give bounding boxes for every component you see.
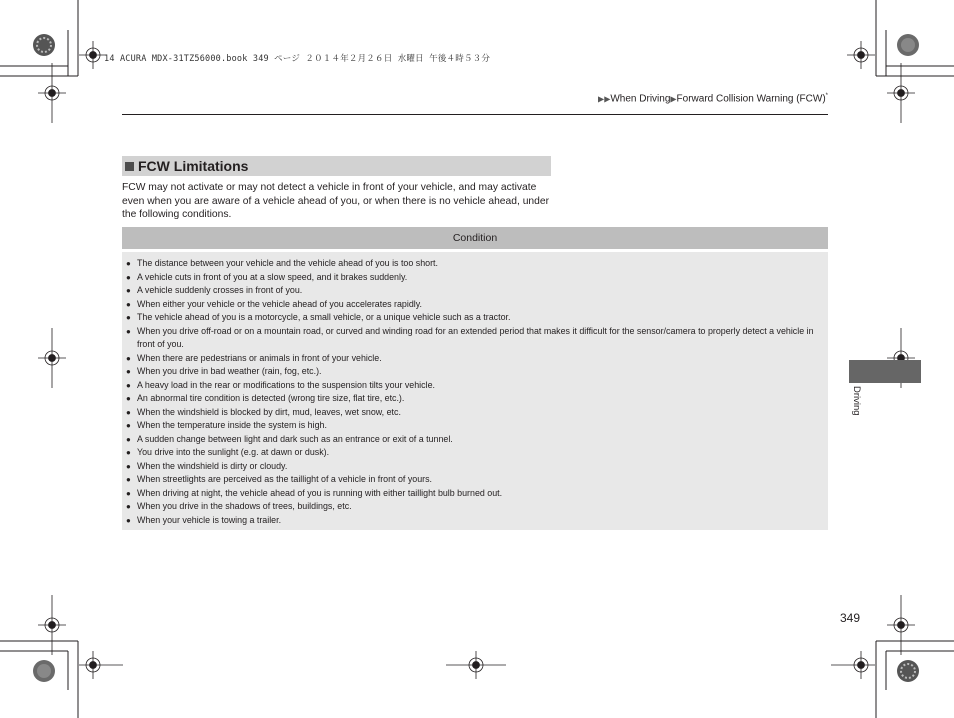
list-item [126, 419, 820, 433]
bullet-icon: ● [126, 475, 131, 484]
list-item [126, 257, 820, 271]
list-item [126, 352, 820, 366]
bullet-icon: ● [126, 421, 131, 430]
list-item [126, 460, 820, 474]
list-item [126, 325, 820, 352]
bullet-icon: ● [126, 367, 131, 376]
list-item-text: An abnormal tire condition is detected (wrong tire size, flat tire, etc.). [137, 393, 405, 403]
bullet-icon: ● [126, 394, 131, 403]
bullet-icon: ● [126, 326, 131, 336]
conditions-table-body [122, 252, 828, 530]
square-bullet-icon [125, 162, 134, 171]
print-header: 14 ACURA MDX-31TZ56000.book 349 ページ ２０１４年２月２６日 水曜日 午後４時５３分 [104, 54, 491, 64]
chapter-label-text: Driving [851, 386, 862, 416]
section-title: FCW Limitations [138, 158, 249, 174]
page-number: 349 [840, 611, 861, 625]
list-item [126, 365, 820, 379]
list-item-text: The vehicle ahead of you is a motorcycle, a small vehicle, or a unique vehicle such as a tractor. [137, 312, 511, 322]
list-item-text: A vehicle cuts in front of you at a slow speed, and it brakes suddenly. [137, 271, 408, 282]
bullet-icon: ● [126, 502, 131, 511]
breadcrumb-part-1: When Driving [610, 93, 671, 105]
list-item [126, 487, 820, 501]
breadcrumb [598, 93, 828, 104]
arrow-icon: ▶ [670, 94, 677, 104]
conditions-list [122, 252, 828, 527]
bullet-icon: ● [126, 299, 131, 309]
list-item-text: A heavy load in the rear or modifications to the suspension tilts your vehicle. [137, 379, 435, 390]
list-item-text: When the temperature inside the system is high. [137, 420, 327, 430]
list-item-text: When you drive in bad weather (rain, fog, etc.). [137, 366, 322, 376]
list-item [126, 298, 820, 312]
table-header [122, 227, 828, 249]
chapter-label [846, 386, 866, 446]
list-item [126, 446, 820, 460]
bullet-icon: ● [126, 286, 131, 295]
bullet-icon: ● [126, 488, 131, 498]
header-rule [122, 114, 828, 115]
intro-paragraph: FCW may not activate or may not detect a vehicle in front of your vehicle, and may activate even when you are aware of a vehicle ahead of you, or when there is no vehicle ahead, under the following conditions. [122, 182, 550, 220]
list-item-text: When the windshield is dirty or cloudy. [137, 460, 288, 471]
list-item [126, 392, 820, 406]
list-item-text: When you drive off-road or on a mountain road, or curved and winding road for an extended period that makes it difficult for the sensor/camera to properly detect a vehicle in front of you. [137, 325, 814, 349]
list-item-text: You drive into the sunlight (e.g. at dawn or dusk). [137, 447, 330, 457]
list-item [126, 379, 820, 393]
double-arrow-icon: ▶▶ [598, 94, 611, 104]
bullet-icon: ● [126, 461, 131, 471]
bullet-icon: ● [126, 448, 131, 457]
bullet-icon: ● [126, 353, 131, 363]
table-header-label: Condition [452, 232, 498, 244]
bullet-icon: ● [126, 407, 131, 417]
bullet-icon: ● [126, 272, 131, 282]
breadcrumb-part-2: Forward Collision Warning (FCW) [676, 93, 826, 105]
bullet-icon: ● [126, 434, 131, 444]
list-item-text: When either your vehicle or the vehicle ahead of you accelerates rapidly. [137, 298, 422, 309]
list-item [126, 433, 820, 447]
bullet-icon: ● [126, 515, 131, 525]
list-item [126, 406, 820, 420]
list-item [126, 271, 820, 285]
bullet-icon: ● [126, 380, 131, 390]
list-item-text: The distance between your vehicle and the vehicle ahead of you is too short. [137, 258, 438, 268]
bullet-icon: ● [126, 259, 131, 268]
list-item-text: When there are pedestrians or animals in front of your vehicle. [137, 352, 382, 363]
list-item [126, 284, 820, 298]
list-item [126, 514, 820, 528]
list-item-text: When you drive in the shadows of trees, buildings, etc. [137, 501, 352, 511]
list-item-text: When your vehicle is towing a trailer. [137, 514, 282, 525]
list-item [126, 500, 820, 514]
list-item-text: When driving at night, the vehicle ahead of you is running with either taillight bulb burned out. [137, 487, 503, 498]
list-item [126, 473, 820, 487]
list-item-text: A vehicle suddenly crosses in front of you. [137, 285, 303, 295]
list-item-text: When the windshield is blocked by dirt, mud, leaves, wet snow, etc. [137, 406, 401, 417]
section-heading-bar [122, 156, 551, 176]
list-item-text: A sudden change between light and dark such as an entrance or exit of a tunnel. [137, 433, 453, 444]
list-item-text: When streetlights are perceived as the taillight of a vehicle in front of yours. [137, 474, 432, 484]
footnote-mark: * [825, 93, 828, 99]
bullet-icon: ● [126, 313, 131, 322]
list-item [126, 311, 820, 325]
chapter-tab [849, 360, 921, 383]
